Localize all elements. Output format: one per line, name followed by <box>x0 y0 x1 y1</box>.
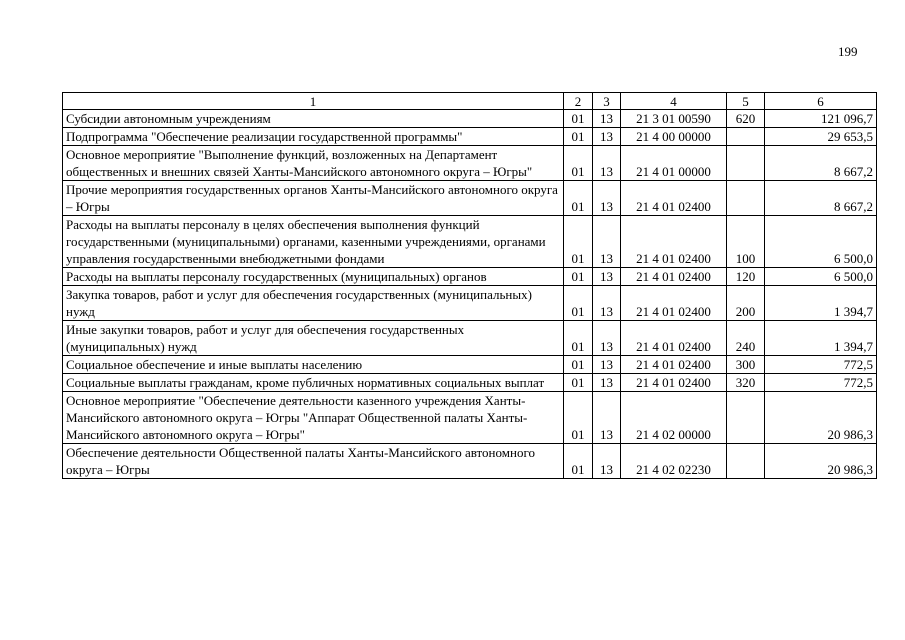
page-number: 199 <box>838 44 858 59</box>
cell-expense-type: 320 <box>727 374 765 392</box>
cell-amount: 1 394,7 <box>765 321 877 356</box>
table-row <box>63 216 877 268</box>
cell-amount: 29 653,5 <box>765 128 877 146</box>
budget-table <box>62 92 877 479</box>
cell-target-article: 21 4 01 02400 <box>621 286 727 321</box>
cell-name: Прочие мероприятия государственных органов Ханты-Мансийского автономного округа – Югры <box>63 181 564 216</box>
table-row <box>63 374 877 392</box>
cell-target-article: 21 4 01 02400 <box>621 181 727 216</box>
cell-name: Основное мероприятие "Выполнение функций, возложенных на Департамент общественных и внешних связей Ханты-Мансийского автономного округа – Югры" <box>63 146 564 181</box>
cell-subsection: 13 <box>593 286 621 321</box>
cell-target-article: 21 4 02 02230 <box>621 444 727 479</box>
cell-expense-type <box>727 392 765 444</box>
cell-expense-type: 120 <box>727 268 765 286</box>
cell-subsection: 13 <box>593 181 621 216</box>
cell-target-article: 21 4 02 00000 <box>621 392 727 444</box>
cell-section: 01 <box>564 128 593 146</box>
table-row <box>63 110 877 128</box>
cell-subsection: 13 <box>593 268 621 286</box>
cell-section: 01 <box>564 216 593 268</box>
cell-section: 01 <box>564 146 593 181</box>
cell-name: Социальное обеспечение и иные выплаты населению <box>63 356 564 374</box>
cell-subsection: 13 <box>593 374 621 392</box>
cell-amount: 1 394,7 <box>765 286 877 321</box>
cell-amount: 6 500,0 <box>765 268 877 286</box>
cell-subsection: 13 <box>593 356 621 374</box>
cell-expense-type: 240 <box>727 321 765 356</box>
cell-amount: 20 986,3 <box>765 444 877 479</box>
cell-subsection: 13 <box>593 392 621 444</box>
cell-name: Закупка товаров, работ и услуг для обеспечения государственных (муниципальных) нужд <box>63 286 564 321</box>
cell-amount: 8 667,2 <box>765 181 877 216</box>
cell-subsection: 13 <box>593 444 621 479</box>
cell-section: 01 <box>564 374 593 392</box>
column-header-section: 2 <box>564 93 593 110</box>
table-row <box>63 444 877 479</box>
cell-amount: 6 500,0 <box>765 216 877 268</box>
cell-target-article: 21 4 01 02400 <box>621 356 727 374</box>
cell-name: Субсидии автономным учреждениям <box>63 110 564 128</box>
cell-name: Подпрограмма "Обеспечение реализации государственной программы" <box>63 128 564 146</box>
table-row <box>63 268 877 286</box>
cell-subsection: 13 <box>593 128 621 146</box>
cell-target-article: 21 4 01 02400 <box>621 216 727 268</box>
column-header-expense-type: 5 <box>727 93 765 110</box>
cell-name: Иные закупки товаров, работ и услуг для обеспечения государственных (муниципальных) нужд <box>63 321 564 356</box>
cell-target-article: 21 4 00 00000 <box>621 128 727 146</box>
cell-subsection: 13 <box>593 146 621 181</box>
cell-section: 01 <box>564 268 593 286</box>
cell-section: 01 <box>564 356 593 374</box>
column-header-subsection: 3 <box>593 93 621 110</box>
cell-section: 01 <box>564 392 593 444</box>
cell-subsection: 13 <box>593 321 621 356</box>
cell-name: Расходы на выплаты персоналу государственных (муниципальных) органов <box>63 268 564 286</box>
column-header-amount: 6 <box>765 93 877 110</box>
cell-expense-type <box>727 128 765 146</box>
cell-section: 01 <box>564 181 593 216</box>
cell-expense-type: 200 <box>727 286 765 321</box>
cell-section: 01 <box>564 110 593 128</box>
cell-target-article: 21 4 01 02400 <box>621 374 727 392</box>
cell-section: 01 <box>564 321 593 356</box>
cell-target-article: 21 3 01 00590 <box>621 110 727 128</box>
table-row <box>63 128 877 146</box>
cell-amount: 20 986,3 <box>765 392 877 444</box>
cell-name: Основное мероприятие "Обеспечение деятельности казенного учреждения Ханты-Мансийского автономного округа – Югры "Аппарат Общественной палаты Ханты-Мансийского автономного округа – Югры" <box>63 392 564 444</box>
cell-expense-type: 100 <box>727 216 765 268</box>
table-row <box>63 146 877 181</box>
table-row <box>63 286 877 321</box>
cell-expense-type <box>727 146 765 181</box>
table-row <box>63 392 877 444</box>
cell-amount: 772,5 <box>765 356 877 374</box>
cell-amount: 8 667,2 <box>765 146 877 181</box>
table-row <box>63 321 877 356</box>
table-header-row <box>63 93 877 110</box>
cell-expense-type: 300 <box>727 356 765 374</box>
cell-target-article: 21 4 01 00000 <box>621 146 727 181</box>
cell-subsection: 13 <box>593 216 621 268</box>
cell-expense-type <box>727 444 765 479</box>
table-row <box>63 181 877 216</box>
column-header-name: 1 <box>63 93 564 110</box>
cell-section: 01 <box>564 286 593 321</box>
cell-name: Социальные выплаты гражданам, кроме публичных нормативных социальных выплат <box>63 374 564 392</box>
cell-name: Расходы на выплаты персоналу в целях обеспечения выполнения функций государственными (муниципальными) органами, казенными учреждениями, органами управления государственными внебюджетными фондами <box>63 216 564 268</box>
table-row <box>63 356 877 374</box>
cell-section: 01 <box>564 444 593 479</box>
cell-amount: 121 096,7 <box>765 110 877 128</box>
cell-target-article: 21 4 01 02400 <box>621 268 727 286</box>
cell-expense-type: 620 <box>727 110 765 128</box>
cell-amount: 772,5 <box>765 374 877 392</box>
cell-target-article: 21 4 01 02400 <box>621 321 727 356</box>
cell-subsection: 13 <box>593 110 621 128</box>
cell-name: Обеспечение деятельности Общественной палаты Ханты-Мансийского автономного округа – Югры <box>63 444 564 479</box>
column-header-target-article: 4 <box>621 93 727 110</box>
cell-expense-type <box>727 181 765 216</box>
